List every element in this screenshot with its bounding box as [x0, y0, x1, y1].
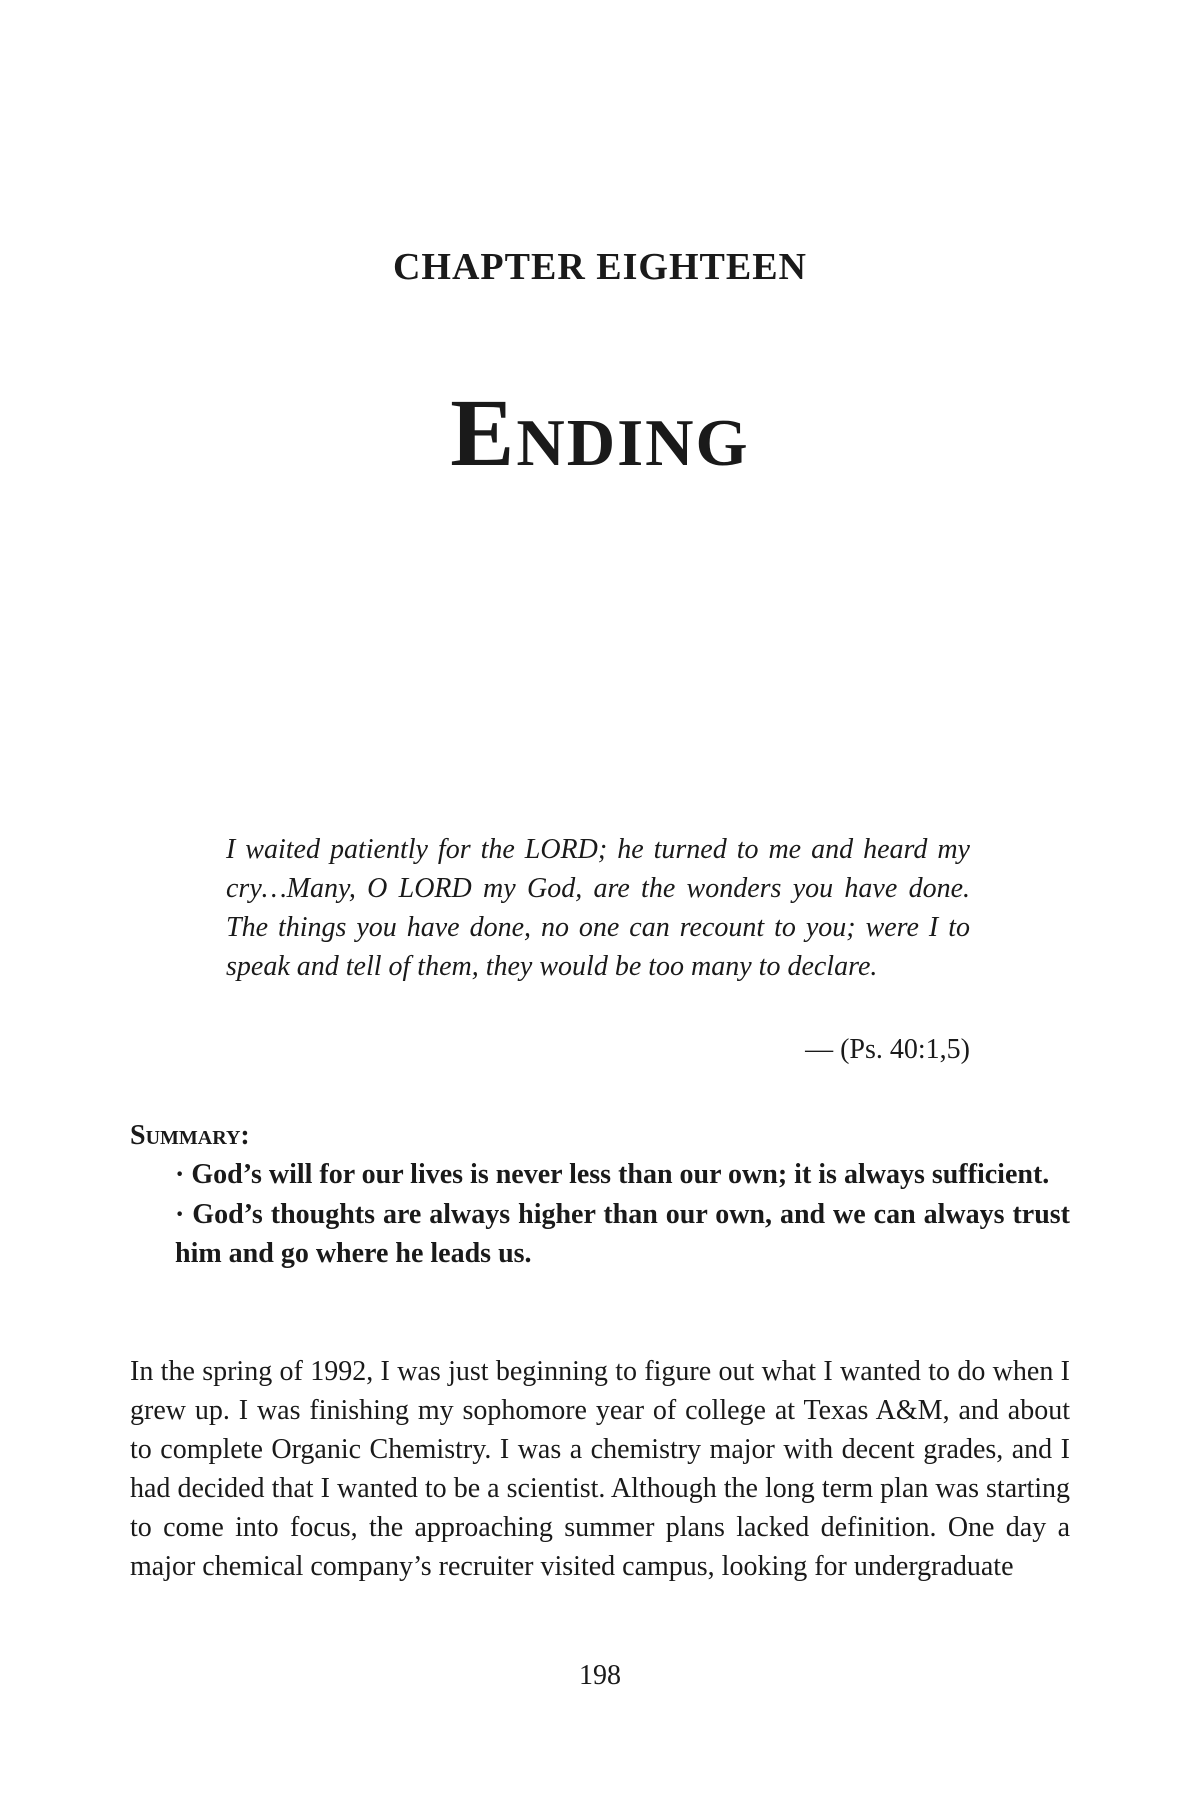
epigraph-reference: — (Ps. 40:1,5): [805, 1034, 970, 1065]
summary-list: [175, 1155, 1070, 1274]
chapter-title: Ending: [450, 379, 750, 486]
page-number: 198: [579, 1660, 621, 1691]
summary-heading: Summary:: [130, 1120, 250, 1151]
chapter-label: CHAPTER EIGHTEEN: [392, 246, 808, 288]
body-paragraph: In the spring of 1992, I was just beginning to figure out what I wanted to do when I grew up. I was finishing my sophomore year of college at Texas A&M, and about to complete Organic Chemistry. I was a chemistry major with decent grades, and I had decided that I wanted to be a scientist. Although the long term plan was starting to come into focus, the approaching summer plans lacked definition. One day a major chemical company’s recruiter visited campus, looking for undergraduate: [130, 1356, 1070, 1582]
summary-item: · God’s thoughts are always higher than our own, and we can always trust him and go where he leads us.: [175, 1199, 1070, 1269]
summary-item: · God’s will for our lives is never less than our own; it is always sufficient.: [175, 1159, 1050, 1190]
epigraph-quote: I waited patiently for the LORD; he turned to me and heard my cry…Many, O LORD my God, are the wonders you have done. The things you have done, no one can recount to you; were I to speak and tell of them, they would be too many to declare.: [226, 834, 970, 982]
